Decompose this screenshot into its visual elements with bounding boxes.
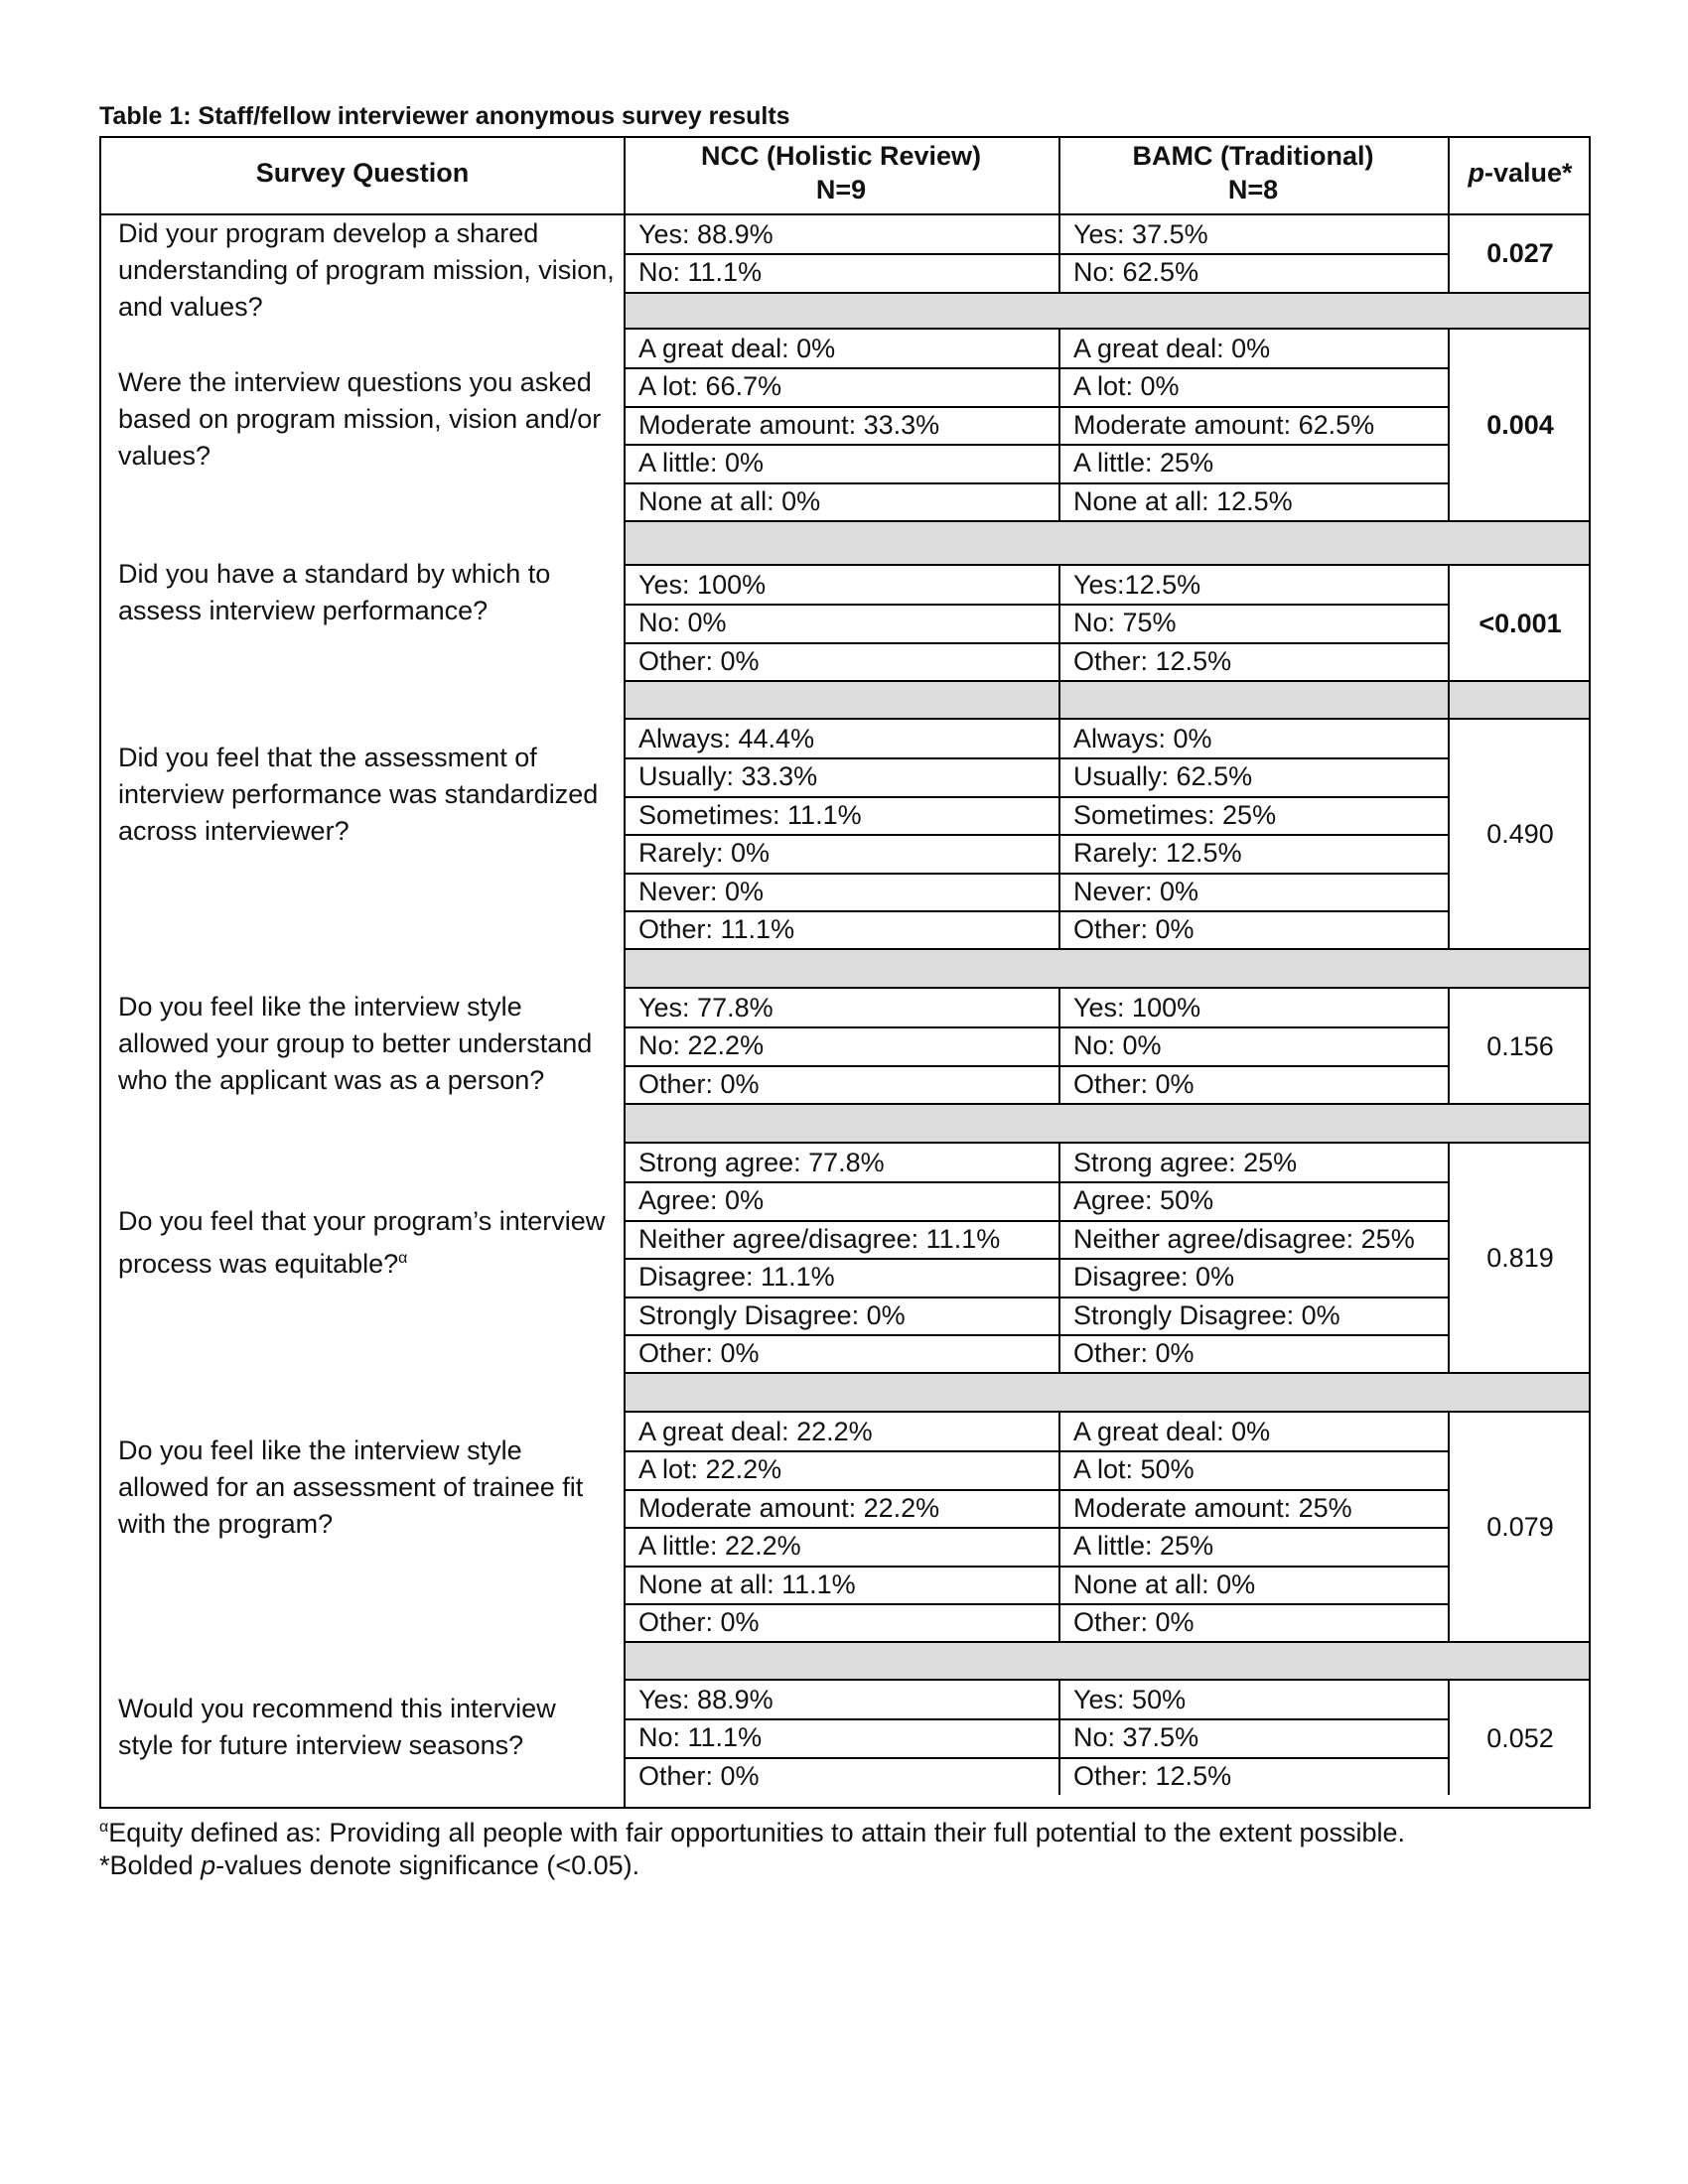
separator-band [626, 294, 1589, 328]
survey-question: Did you have a standard by which to assess interview performance? [118, 559, 551, 625]
ncc-answer: None at all: 0% [638, 485, 821, 516]
bamc-answer: Moderate amount: 62.5% [1073, 409, 1375, 440]
row-divider [624, 642, 1448, 644]
row-divider [624, 1220, 1448, 1222]
ncc-answer: No: 11.1% [638, 257, 763, 288]
header-bamc-name: BAMC (Traditional) [1132, 141, 1374, 171]
ncc-answer: Never: 0% [638, 876, 765, 906]
header-ncc [624, 139, 1058, 206]
separator-band [626, 682, 1589, 718]
bamc-answer: Yes:12.5% [1073, 570, 1201, 600]
ncc-answer: Other: 0% [638, 1607, 760, 1637]
row-divider [624, 482, 1448, 484]
p-value: <0.001 [1478, 608, 1562, 638]
p-value: 0.156 [1486, 1030, 1554, 1061]
row-divider [624, 1258, 1448, 1260]
bamc-answer: A lot: 0% [1073, 371, 1180, 402]
column-divider [1058, 1681, 1060, 1795]
separator-band [626, 1105, 1589, 1142]
ncc-answer: Usually: 33.3% [638, 761, 818, 792]
header-bamc [1058, 139, 1448, 206]
bamc-answer: A great deal: 0% [1073, 334, 1271, 363]
ncc-answer: A lot: 22.2% [638, 1454, 782, 1485]
bamc-answer: Yes: 37.5% [1073, 219, 1208, 249]
column-divider [1058, 215, 1060, 292]
column-divider [1058, 680, 1060, 720]
row-divider [624, 1757, 1448, 1759]
column-divider [1448, 989, 1450, 1103]
ncc-answer: Other: 0% [638, 1068, 760, 1099]
bamc-answer: Sometimes: 25% [1073, 799, 1277, 830]
row-divider [624, 1718, 1448, 1720]
ncc-answer: Yes: 77.8% [638, 993, 774, 1023]
header-survey-question: Survey Question [255, 158, 470, 188]
header-p-italic: p [1468, 158, 1484, 188]
header-ncc-name: NCC (Holistic Review) [700, 141, 982, 171]
row-divider [624, 1026, 1448, 1028]
row-divider [624, 253, 1448, 255]
bamc-answer: Other: 0% [1073, 914, 1195, 944]
column-divider [1058, 1144, 1060, 1372]
bamc-answer: None at all: 0% [1073, 1569, 1256, 1599]
bamc-answer: Moderate amount: 25% [1073, 1492, 1352, 1523]
ncc-answer: Yes: 88.9% [638, 219, 774, 249]
row-divider [624, 873, 1448, 875]
ncc-answer: Yes: 100% [638, 570, 767, 600]
bamc-answer: Always: 0% [1073, 724, 1212, 753]
separator-band [626, 950, 1589, 987]
row-divider [624, 406, 1448, 408]
survey-question: Did you feel that the assessment of interview performance was standardized across interviewer? [118, 743, 599, 846]
bamc-answer: Disagree: 0% [1073, 1262, 1235, 1293]
p-value: 0.052 [1486, 1722, 1554, 1753]
bamc-answer: Yes: 100% [1073, 993, 1201, 1023]
ncc-answer: No: 11.1% [638, 1722, 763, 1753]
row-divider [624, 1566, 1448, 1568]
bamc-answer: Other: 0% [1073, 1607, 1195, 1637]
column-divider [1448, 330, 1450, 520]
bamc-answer: Strong agree: 25% [1073, 1148, 1298, 1177]
bamc-answer: Rarely: 12.5% [1073, 838, 1242, 869]
ncc-answer: Always: 44.4% [638, 724, 815, 753]
row-divider [624, 910, 1448, 912]
column-divider [1058, 138, 1060, 213]
ncc-answer: Other: 0% [638, 1338, 760, 1368]
column-divider [1448, 1144, 1450, 1372]
p-value: 0.079 [1486, 1512, 1554, 1543]
bamc-answer: A little: 25% [1073, 1531, 1214, 1562]
ncc-answer: A lot: 66.7% [638, 371, 782, 402]
column-divider [1448, 566, 1450, 680]
ncc-answer: Strongly Disagree: 0% [638, 1299, 906, 1330]
column-divider [1448, 1413, 1450, 1641]
bamc-answer: A lot: 50% [1073, 1454, 1195, 1485]
ncc-answer: Strong agree: 77.8% [638, 1148, 885, 1177]
row-divider [624, 367, 1448, 369]
bamc-answer: No: 37.5% [1073, 1722, 1199, 1753]
bamc-answer: Other: 12.5% [1073, 1760, 1232, 1791]
row-divider [624, 796, 1448, 798]
row-divider [624, 1181, 1448, 1183]
ncc-answer: A great deal: 0% [638, 334, 836, 363]
ncc-answer: None at all: 11.1% [638, 1569, 856, 1599]
ncc-answer: A little: 22.2% [638, 1531, 801, 1562]
row-divider [624, 1527, 1448, 1529]
header-p-rest: -value* [1483, 158, 1573, 188]
column-divider [1448, 680, 1450, 720]
bamc-answer: A little: 25% [1073, 448, 1214, 478]
footnote-star-suffix: -values denote significance (<0.05). [215, 1850, 640, 1880]
footnote-star-italic: p [201, 1850, 216, 1880]
superscript-alpha: α [398, 1250, 408, 1267]
bamc-answer: Agree: 50% [1073, 1185, 1214, 1216]
survey-question: Would you recommend this interview style for future interview seasons? [118, 1694, 556, 1760]
ncc-answer: Moderate amount: 33.3% [638, 409, 940, 440]
row-divider [624, 444, 1448, 446]
ncc-answer: Other: 0% [638, 1760, 760, 1791]
ncc-answer: A little: 0% [638, 448, 765, 478]
column-divider [1058, 1413, 1060, 1641]
bamc-answer: Other: 12.5% [1073, 645, 1232, 676]
bamc-answer: Other: 0% [1073, 1338, 1195, 1368]
row-divider [624, 604, 1448, 606]
p-value: 0.490 [1486, 819, 1554, 850]
column-divider [1058, 330, 1060, 520]
column-divider [1448, 1681, 1450, 1795]
footnote-star-prefix: *Bolded [99, 1850, 202, 1880]
ncc-answer: Other: 0% [638, 645, 760, 676]
bamc-answer: Neither agree/disagree: 25% [1073, 1223, 1415, 1254]
bamc-answer: Strongly Disagree: 0% [1073, 1299, 1340, 1330]
ncc-answer: Other: 11.1% [638, 914, 795, 944]
bamc-answer: Yes: 50% [1073, 1685, 1187, 1714]
survey-table [99, 136, 1591, 1809]
separator-band [626, 1374, 1589, 1411]
table-title: Table 1: Staff/fellow interviewer anonymous survey results [99, 102, 790, 130]
bamc-answer: No: 75% [1073, 608, 1177, 638]
bamc-answer: No: 62.5% [1073, 257, 1199, 288]
bamc-answer: No: 0% [1073, 1030, 1162, 1061]
column-divider [1058, 566, 1060, 680]
survey-question: Do you feel like the interview style allowed your group to better understand who the applicant was as a person? [118, 992, 593, 1095]
bamc-answer: A great deal: 0% [1073, 1417, 1271, 1446]
survey-question: Do you feel like the interview style allowed for an assessment of trainee fit with the program? [118, 1435, 584, 1539]
ncc-answer: Sometimes: 11.1% [638, 799, 862, 830]
footnote-significance [99, 1846, 639, 1884]
ncc-answer: Disagree: 11.1% [638, 1262, 835, 1293]
header-p-value [1448, 156, 1593, 190]
footnote-equity [99, 1809, 1405, 1851]
ncc-answer: Agree: 0% [638, 1185, 765, 1216]
ncc-answer: No: 0% [638, 608, 727, 638]
row-divider [624, 1065, 1448, 1067]
p-value: 0.027 [1486, 238, 1554, 269]
row-divider [624, 1334, 1448, 1336]
header-ncc-n: N=9 [815, 175, 867, 205]
column-divider [1058, 720, 1060, 948]
footnote-equity-text: Equity defined as: Providing all people with fair opportunities to attain their full potential to the extent possible. [108, 1818, 1406, 1847]
ncc-answer: No: 22.2% [638, 1030, 765, 1061]
bamc-answer: Usually: 62.5% [1073, 761, 1253, 792]
separator-band [626, 1643, 1589, 1679]
column-divider [1448, 138, 1450, 213]
survey-question: Do you feel that your program’s interview process was equitable?$^\alpha$ [118, 1206, 606, 1279]
ncc-answer: Yes: 88.9% [638, 1685, 774, 1714]
row-divider [624, 1603, 1448, 1605]
row-divider [624, 757, 1448, 759]
survey-question: Were the interview questions you asked based on program mission, vision and/or values? [118, 367, 602, 471]
p-value: 0.004 [1486, 410, 1554, 440]
row-divider [624, 1489, 1448, 1491]
ncc-answer: Neither agree/disagree: 11.1% [638, 1223, 1001, 1254]
ncc-answer: A great deal: 22.2% [638, 1417, 873, 1446]
row-divider [624, 1297, 1448, 1298]
survey-question: Did your program develop a shared understanding of program mission, vision, and values? [118, 218, 615, 322]
column-divider [1448, 215, 1450, 292]
row-divider [624, 834, 1448, 836]
header-bamc-n: N=8 [1227, 175, 1279, 205]
row-divider [624, 1450, 1448, 1452]
separator-band [626, 522, 1589, 564]
p-value: 0.819 [1486, 1243, 1554, 1274]
column-divider [1448, 720, 1450, 948]
ncc-answer: Moderate amount: 22.2% [638, 1492, 940, 1523]
column-divider [1058, 989, 1060, 1103]
bamc-answer: None at all: 12.5% [1073, 485, 1293, 516]
bamc-answer: Other: 0% [1073, 1068, 1195, 1099]
bamc-answer: Never: 0% [1073, 876, 1199, 906]
footnote-alpha-mark: α [99, 1819, 109, 1836]
ncc-answer: Rarely: 0% [638, 838, 771, 869]
